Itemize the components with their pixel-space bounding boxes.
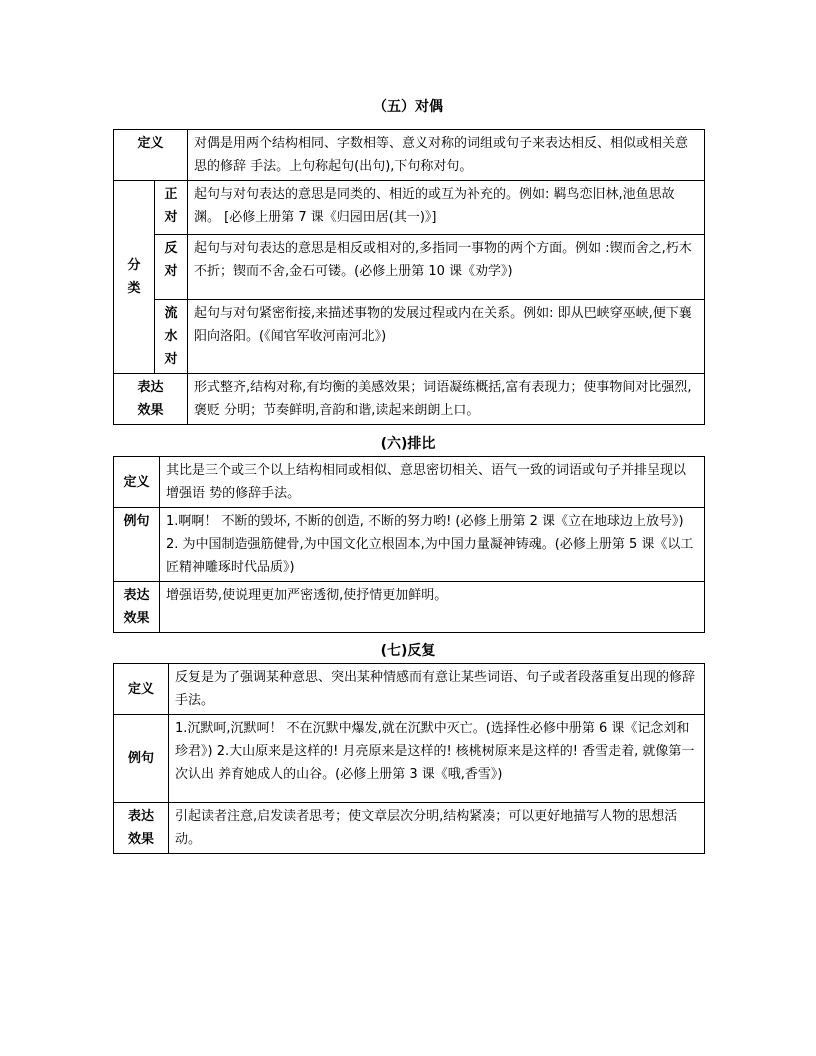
definition-label: 定义 xyxy=(114,664,169,715)
effect-label: 表达 效果 xyxy=(114,803,169,854)
effect-text: 引起读者注意,启发读者思考；使文章层次分明,结构紧凑；可以更好地描写人物的思想活动。 xyxy=(169,803,705,854)
effect-text: 形式整齐,结构对称,有均衡的美感效果；词语凝练概括,富有表现力；使事物间对比强烈,褒贬 分明；节奏鲜明,音韵和谐,读起来朗朗上口。 xyxy=(188,374,705,425)
section-title-duiou: （五）对偶 xyxy=(373,99,443,115)
section-title-fanfu: (七)反复 xyxy=(380,643,436,659)
category-zhengdui-text: 起句与对句表达的意思是同类的、相近的或互为补充的。例如: 羁鸟恋旧林,池鱼思故渊。 [必修上册第 7 课《归园田居(其一)》] xyxy=(188,181,705,235)
category-zhengdui-label: 正 对 xyxy=(155,181,188,235)
paibi-table xyxy=(113,456,705,633)
section-title-paibi: (六)排比 xyxy=(380,436,436,452)
example-text: 1.啊啊！ 不断的毁坏, 不断的创造, 不断的努力哟! (必修上册第 2 课《立在地球边上放号》) 2. 为中国制造强筋健骨,为中国文化立根固本,为中国力量凝神铸魂。(必修上册第 5 课《以工 匠精神雕琢时代品质》) xyxy=(160,508,705,582)
definition-text: 其比是三个或三个以上结构相同或相似、意思密切相关、语气一致的词语或句子并排呈现以增强语 势的修辞手法。 xyxy=(160,457,705,508)
effect-label: 表达 效果 xyxy=(114,374,188,425)
effect-text: 增强语势,使说理更加严密透彻,使抒情更加鲜明。 xyxy=(160,582,705,633)
definition-label: 定义 xyxy=(114,457,160,508)
example-label: 例句 xyxy=(114,508,160,582)
effect-label: 表达 效果 xyxy=(114,582,160,633)
category-fandui-text: 起句与对句表达的意思是相反或相对的,多指同一事物的两个方面。例如 :锲而舍之,朽木不折；锲而不舍,金石可镂。(必修上册第 10 课《劝学》) xyxy=(188,235,705,300)
example-label: 例句 xyxy=(114,715,169,803)
definition-text: 对偶是用两个结构相同、字数相等、意义对称的词组或句子来表达相反、相似或相关意思的修辞 手法。上句称起句(出句),下句称对句。 xyxy=(188,130,705,181)
fanfu-table xyxy=(113,663,705,854)
duiou-table xyxy=(113,129,705,425)
category-fandui-label: 反 对 xyxy=(155,235,188,300)
definition-label: 定义 xyxy=(114,130,188,181)
definition-text: 反复是为了强调某种意思、突出某种情感而有意让某些词语、句子或者段落重复出现的修辞手法。 xyxy=(169,664,705,715)
category-liushuidui-label: 流 水 对 xyxy=(155,300,188,374)
category-label: 分 类 xyxy=(114,181,155,374)
category-liushuidui-text: 起句与对句紧密衔接,来描述事物的发展过程或内在关系。例如: 即从巴峡穿巫峡,便下襄阳向洛阳。(《闻官军收河南河北》) xyxy=(188,300,705,374)
example-text: 1.沉默呵,沉默呵！ 不在沉默中爆发,就在沉默中灭亡。(选择性必修中册第 6 课《记念刘和珍君》) 2.大山原来是这样的! 月亮原来是这样的! 核桃树原来是这样的! 香雪走着, 就像第一次认出 养育她成人的山谷。(必修上册第 3 课《哦,香雪》) xyxy=(169,715,705,803)
